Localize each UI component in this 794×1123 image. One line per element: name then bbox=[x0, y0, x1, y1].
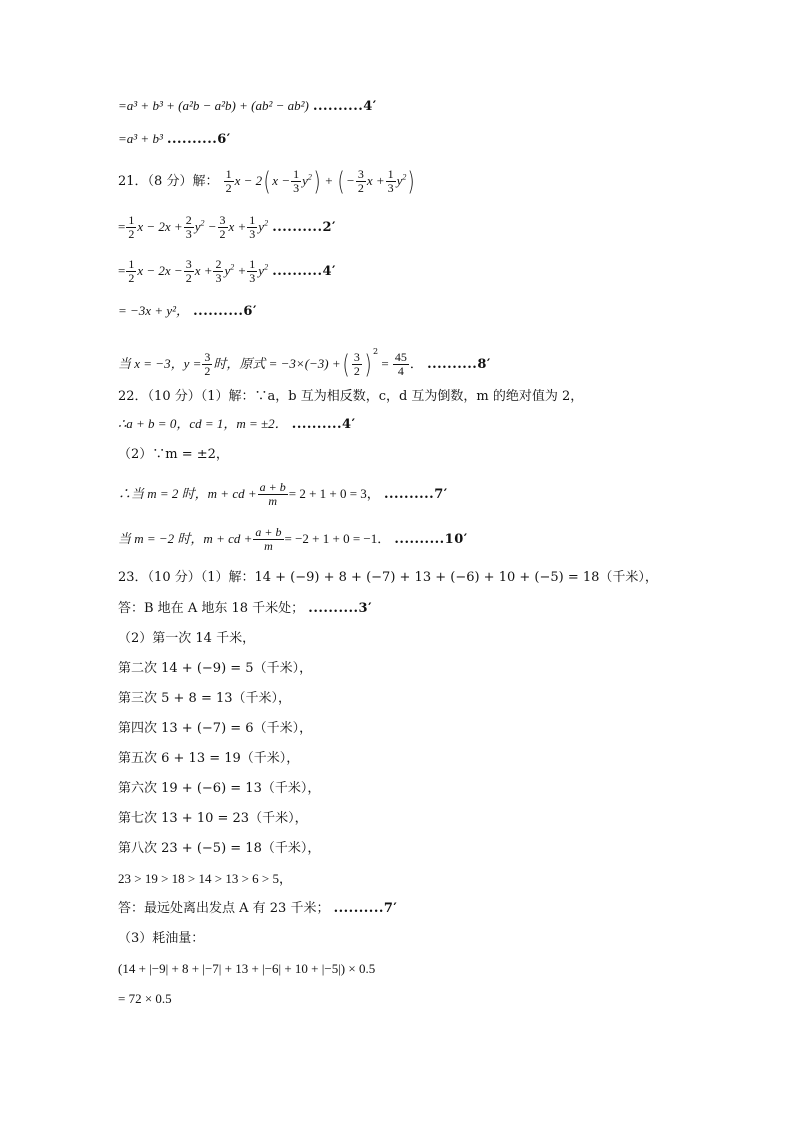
fraction: $\frac{1}{2}$ bbox=[225, 167, 232, 195]
expression: 第七次 13 + 10 = 23（千米）， bbox=[118, 811, 308, 826]
fraction: $\frac{a + b}{m}$ bbox=[259, 480, 286, 508]
score-mark: ..........7′ bbox=[383, 487, 448, 502]
question-21-step-1: = $\frac{1}{2}$ x − 2x + $\frac{2}{3}$ $y^2$ − $\frac{3}{2}$ x + $\frac{1}{3}$ $y^2$ ..........2′ bbox=[118, 213, 336, 241]
score-mark: ..........7′ bbox=[333, 901, 398, 916]
question-23-fuel-result bbox=[118, 991, 172, 1008]
question-21-header: 21．（8 分）解： $\frac{1}{2}$ x − 2( x − $\frac{1}{3}$ $y^2$) + ( − $\frac{3}{2}$ x + $\frac{1}{3}$ $y^2$) bbox=[118, 166, 416, 197]
question-21-evaluation: 当 x = −3，y = $\frac{3}{2}$ 时，原式 = −3×(−3) +( $\frac{3}{2}$ ) $^2$ = $\frac{45}{4}$ ． ..........8′ bbox=[118, 347, 491, 380]
expression: 第二次 14 + (−9) = 5（千米）， bbox=[118, 661, 313, 676]
question-22-header bbox=[118, 389, 583, 405]
fraction: $\frac{45}{4}$ bbox=[394, 350, 407, 378]
question-22-part-2 bbox=[118, 447, 229, 463]
fraction: $\frac{1}{3}$ bbox=[387, 167, 394, 195]
question-23-step-5 bbox=[118, 751, 299, 767]
question-23-part-2 bbox=[118, 631, 255, 647]
answer-text: 答：最远处离出发点 A 有 23 千米； bbox=[118, 901, 330, 916]
score-mark: ..........10′ bbox=[394, 532, 468, 547]
question-label: 21．（8 分）解： bbox=[118, 174, 219, 189]
fraction: $\frac{1}{2}$ bbox=[128, 213, 135, 241]
expression: 当 m = −2 时，m + cd + bbox=[118, 531, 253, 546]
score-mark: ..........4′ bbox=[291, 417, 356, 432]
expression: 第五次 6 + 13 = 19（千米）， bbox=[118, 751, 300, 766]
question-23-step-4 bbox=[118, 721, 312, 737]
question-21-step-3 bbox=[118, 303, 257, 320]
score-mark: ..........4′ bbox=[312, 99, 377, 114]
question-22-case-1: ∴当 m = 2 时，m + cd + $\frac{a + b}{m}$ = 2 + 1 + 0 = 3， ..........7′ bbox=[118, 480, 448, 508]
score-mark: ..........8′ bbox=[427, 357, 491, 372]
expression: 第八次 23 + (−5) = 18（千米）， bbox=[118, 841, 321, 856]
fraction: $\frac{3}{2}$ bbox=[357, 167, 364, 195]
question-23-step-6 bbox=[118, 781, 320, 797]
fraction: $\frac{1}{3}$ bbox=[249, 257, 256, 285]
question-23-step-2 bbox=[118, 661, 312, 677]
question-22-step-1 bbox=[118, 416, 356, 433]
expression: 23 > 19 > 18 > 14 > 13 > 6 > 5， bbox=[118, 871, 292, 886]
score-mark: ..........3′ bbox=[308, 601, 373, 616]
expression-line-1 bbox=[118, 98, 377, 115]
fraction: $\frac{3}{2}$ bbox=[204, 350, 211, 378]
question-23-fuel-expression bbox=[118, 961, 375, 978]
expression: ∴a + b = 0，cd = 1，m = ±2． bbox=[118, 416, 288, 431]
question-23-header bbox=[118, 570, 658, 586]
expression: 第三次 5 + 8 = 13（千米）， bbox=[118, 691, 292, 706]
expression: （2）∵m = ±2， bbox=[118, 447, 229, 462]
expression: 第四次 13 + (−7) = 6（千米）， bbox=[118, 721, 313, 736]
question-23-answer-2 bbox=[118, 901, 397, 917]
fraction: $\frac{a + b}{m}$ bbox=[255, 525, 282, 553]
score-mark: ..........6′ bbox=[193, 304, 257, 319]
expression: (14 + |−9| + 8 + |−7| + 13 + |−6| + 10 + |−5|) × 0.5 bbox=[118, 961, 376, 976]
score-mark: ..........2′ bbox=[272, 220, 336, 235]
question-text: 23．（10 分）（1）解：14 + (−9) + 8 + (−7) + 13 + (−6) + 10 + (−5) = 18（千米）， bbox=[118, 570, 658, 585]
fraction: $\frac{1}{3}$ bbox=[249, 213, 256, 241]
question-23-part-3 bbox=[118, 931, 204, 947]
expression: （3）耗油量： bbox=[118, 931, 205, 946]
answer-text: 答：B 地在 A 地东 18 千米处； bbox=[118, 601, 305, 616]
expression: = 72 × 0.5 bbox=[118, 991, 172, 1006]
fraction: $\frac{1}{2}$ bbox=[128, 257, 135, 285]
expression: =a³ + b³ bbox=[118, 131, 163, 146]
expression-line-2 bbox=[118, 131, 231, 148]
expression: （2）第一次 14 千米， bbox=[118, 631, 256, 646]
expression: 当 x = −3， bbox=[118, 356, 184, 371]
fraction: $\frac{3}{2}$ bbox=[219, 213, 226, 241]
expression: ∴当 m = 2 时，m + cd + bbox=[118, 486, 257, 501]
expression: = −3x + y²， bbox=[118, 303, 190, 318]
score-mark: ..........4′ bbox=[272, 264, 336, 279]
question-23-step-8 bbox=[118, 841, 320, 857]
fraction: $\frac{3}{2}$ bbox=[185, 257, 192, 285]
score-mark: ..........6′ bbox=[166, 132, 231, 147]
question-23-answer-1 bbox=[118, 601, 372, 617]
question-23-step-3 bbox=[118, 691, 291, 707]
question-23-comparison bbox=[118, 871, 292, 888]
expression: =a³ + b³ + (a²b − a²b) + (ab² − ab²) bbox=[118, 98, 309, 113]
expression: 时，原式 = −3×(−3) + bbox=[213, 356, 341, 371]
fraction: $\frac{2}{3}$ bbox=[215, 257, 222, 285]
question-22-case-2: 当 m = −2 时，m + cd + $\frac{a + b}{m}$ = −2 + 1 + 0 = −1． ..........10′ bbox=[118, 525, 468, 553]
fraction: $\frac{3}{2}$ bbox=[353, 350, 360, 378]
fraction: $\frac{1}{3}$ bbox=[293, 167, 300, 195]
question-23-step-7 bbox=[118, 811, 308, 827]
question-text: 22．（10 分）（1）解：∵a，b 互为相反数，c，d 互为倒数，m 的绝对值为 2， bbox=[118, 389, 584, 404]
fraction: $\frac{2}{3}$ bbox=[185, 213, 192, 241]
question-21-step-2: = $\frac{1}{2}$ x − 2x − $\frac{3}{2}$ x + $\frac{2}{3}$ $y^2$ + $\frac{1}{3}$ $y^2$ ..........4′ bbox=[118, 257, 336, 285]
expression: 第六次 19 + (−6) = 13（千米）， bbox=[118, 781, 321, 796]
